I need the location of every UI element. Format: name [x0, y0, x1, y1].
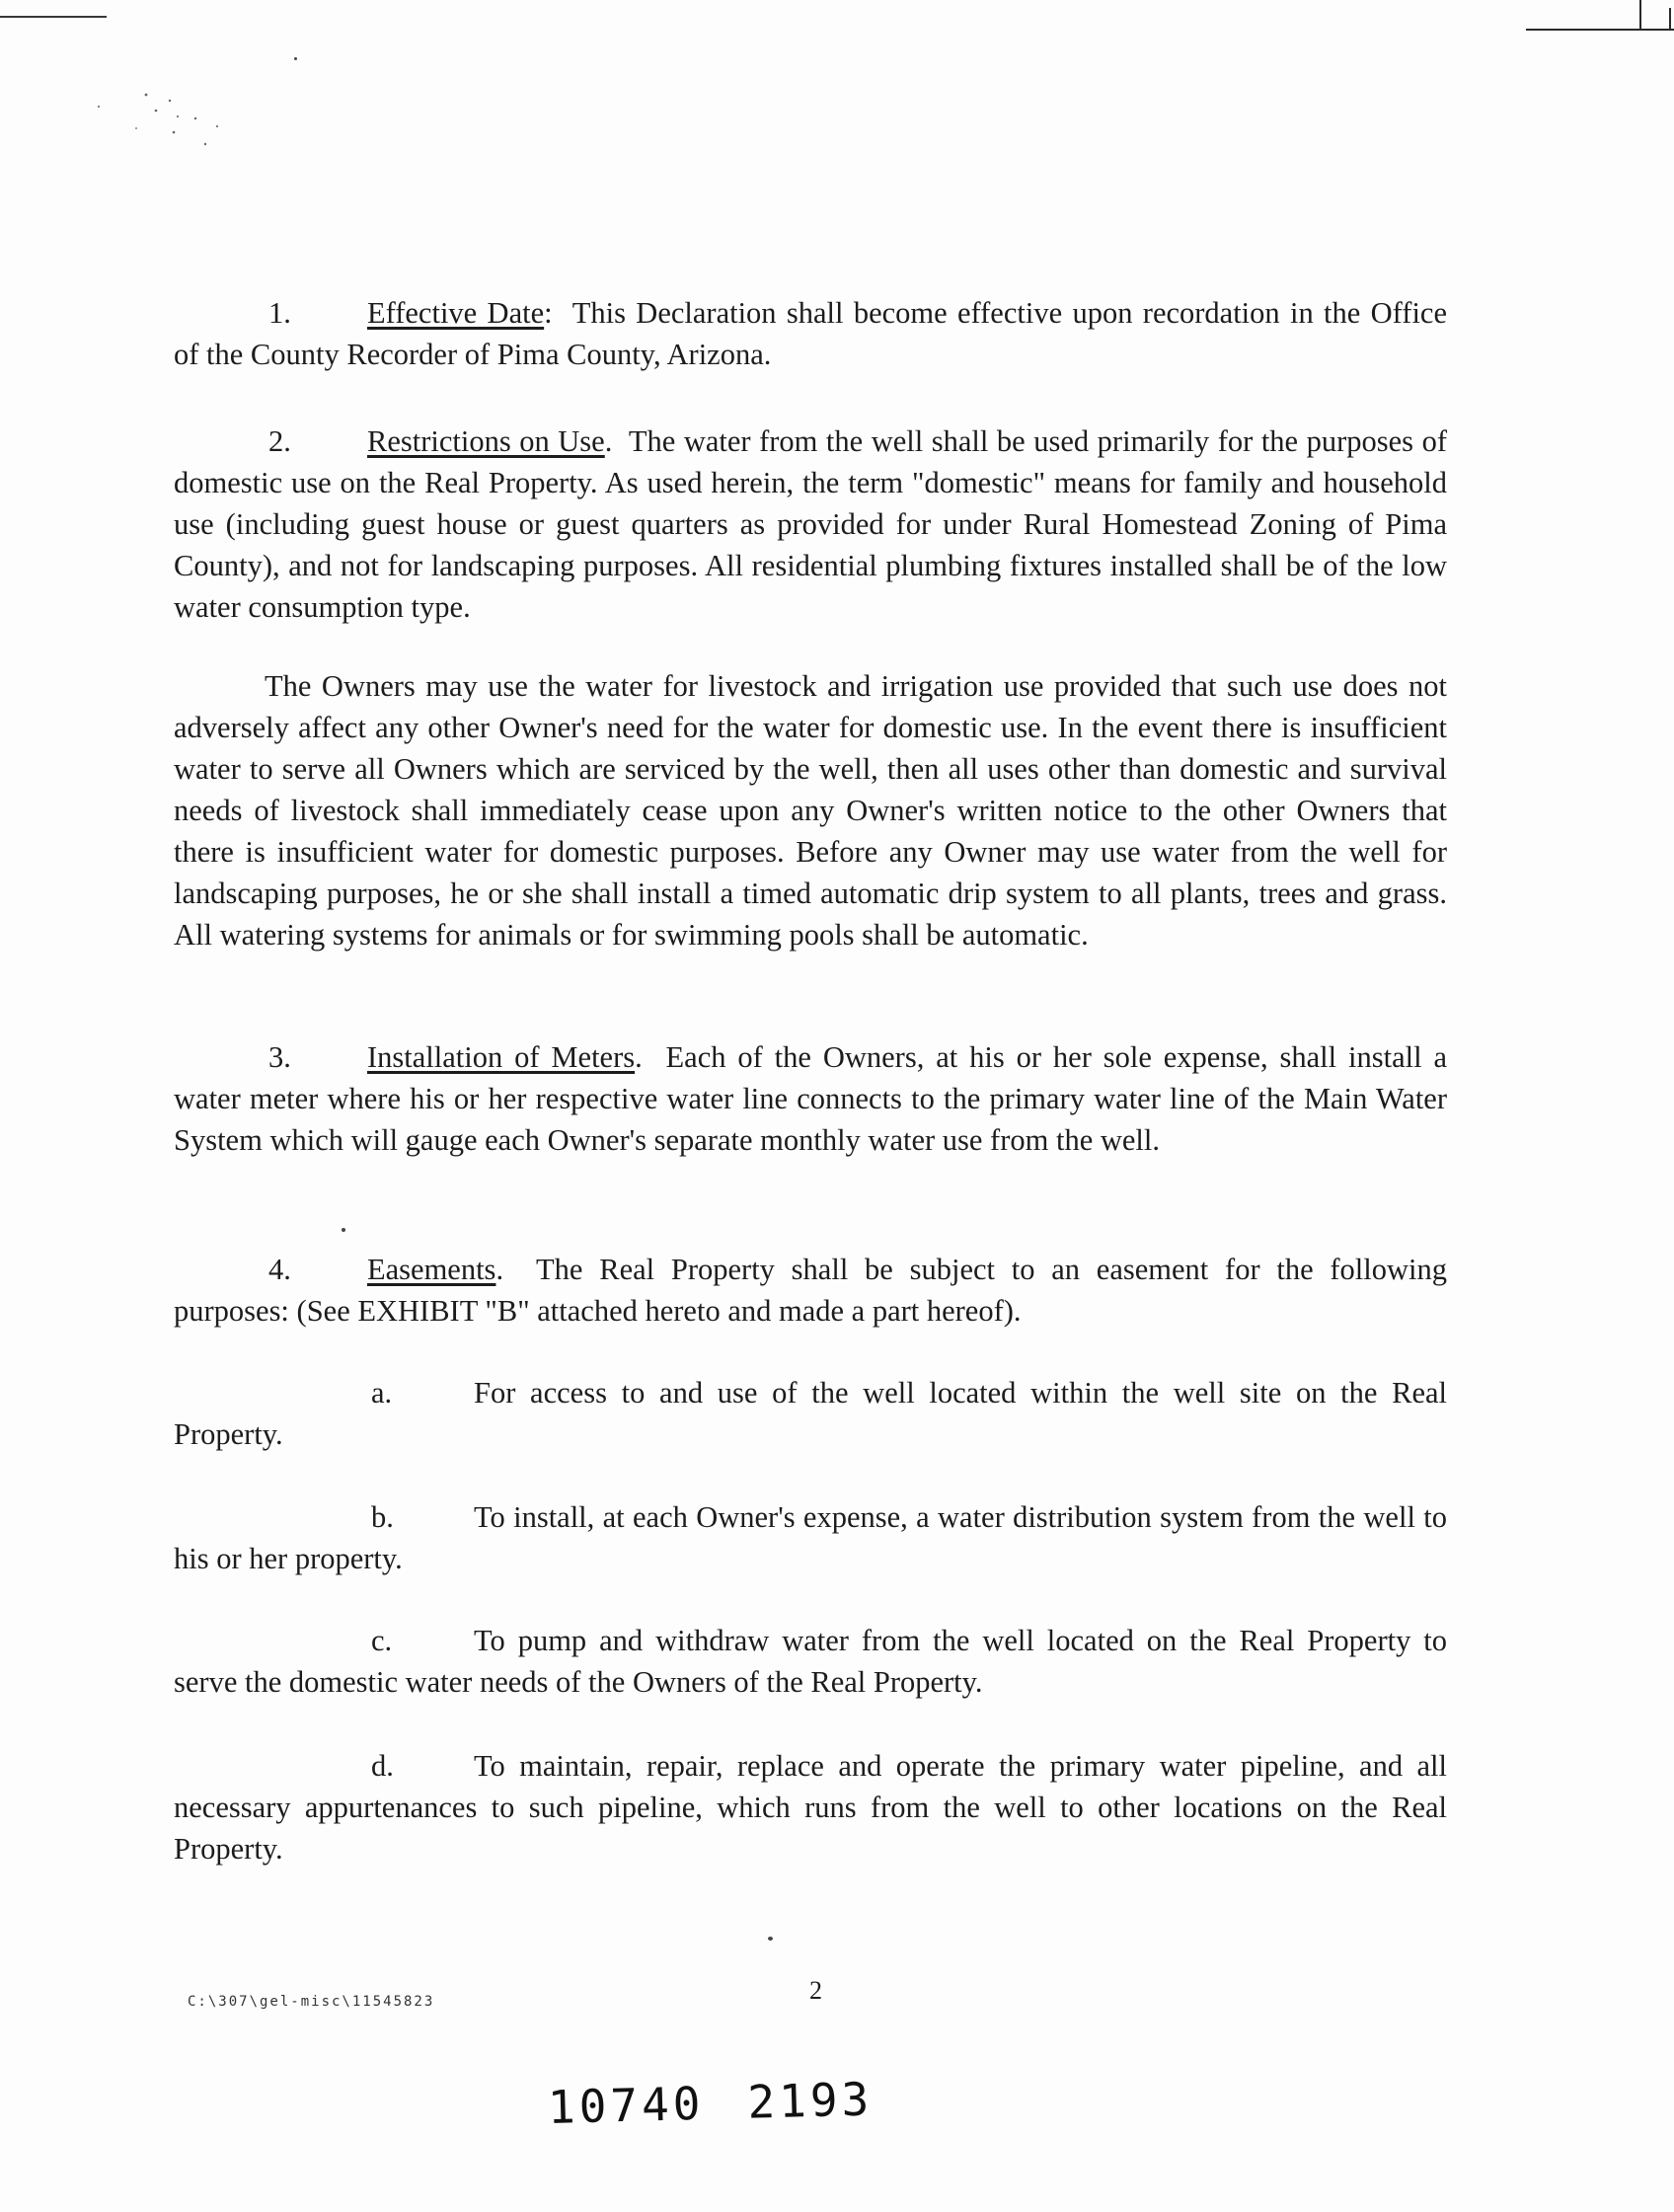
section-number: 4.	[268, 1253, 291, 1286]
easement-item	[174, 1620, 1447, 1703]
item-text: To pump and withdraw water from the well located on the Real Property to serve the domestic water needs of the Owners of the Real Property.	[174, 1624, 1447, 1699]
section-number: 2.	[268, 424, 291, 458]
easement-item	[174, 1496, 1447, 1579]
scan-speck	[768, 1937, 773, 1941]
section-effective-date: 1. Effective Date: This Declaration shall become effective upon recordation in the Office of the County Recorder of Pima County, Arizona.	[174, 292, 1447, 375]
section-text: The Owners may use the water for livestock and irrigation use provided that such use does not adversely affect any other Owner's need for the water for domestic use. In the event there is insufficient water to serve all Owners which are serviced by the well, then all uses other than domestic and survival needs of livestock shall immediately cease upon any Owner's written notice to the other Owners that there is insufficient water for domestic purposes. Before any Owner may use water from the well for landscaping purposes, he or she shall install a timed automatic drip system to all plants, trees and grass. All watering systems for animals or for swimming pools shall be automatic.	[174, 669, 1447, 952]
page-number: 2	[809, 1976, 822, 2005]
record-page: 2193	[746, 2072, 874, 2129]
section-heading: Restrictions on Use	[367, 424, 605, 458]
section-text: This Declaration shall become effective upon recordation in the Office of the County Recorder of Pima County, Arizona.	[174, 296, 1447, 371]
section-text: The Real Property shall be subject to an easement for the following purposes: (See EXHIBIT "B" attached hereto and made a part hereof).	[174, 1253, 1447, 1328]
item-letter: c.	[371, 1624, 393, 1657]
section-heading: Effective Date	[367, 296, 545, 330]
easement-item	[174, 1372, 1447, 1455]
item-text: For access to and use of the well located within the well site on the Real Property.	[174, 1376, 1447, 1451]
file-path-code: C:\307\gel-misc\11545823	[188, 1994, 435, 2010]
section-number: 1.	[268, 296, 291, 330]
scan-edge-line	[0, 16, 107, 18]
recording-stamp	[547, 2072, 874, 2134]
item-letter: b.	[371, 1500, 394, 1534]
scan-speck	[342, 1228, 345, 1232]
item-letter: d.	[371, 1749, 394, 1783]
scan-speckles	[79, 89, 276, 188]
scan-speck	[294, 57, 297, 60]
item-text: To install, at each Owner's expense, a water distribution system from the well to his or her property.	[174, 1500, 1447, 1575]
section-heading: Easements	[367, 1253, 496, 1286]
section-text: Each of the Owners, at his or her sole expense, shall install a water meter where his or her respective water line connects to the primary water line of the Main Water System which will gauge each Owner's separate monthly water use from the well.	[174, 1040, 1447, 1157]
item-letter: a.	[371, 1376, 393, 1410]
section-easements: 4. Easements. The Real Property shall be subject to an easement for the following purposes: (See EXHIBIT "B" attached hereto and made a part hereof).	[174, 1249, 1447, 1332]
section-restrictions-on-use: 2. Restrictions on Use. The water from the well shall be used primarily for the purposes of domestic use on the Real Property. As used herein, the term "domestic" means for family and household use (including guest house or guest quarters as provided for under Rural Homestead Zoning of Pima County), and not for landscaping purposes. All residential plumbing fixtures installed shall be of the low water consumption type.	[174, 420, 1447, 628]
easement-item	[174, 1745, 1447, 1869]
section-restrictions-continuation	[174, 665, 1447, 955]
section-heading: Installation of Meters	[367, 1040, 636, 1074]
record-book: 10740	[547, 2076, 706, 2134]
item-text: To maintain, repair, replace and operate the primary water pipeline, and all necessary appurtenances to such pipeline, which runs from the well to other locations on the Real Property.	[174, 1749, 1447, 1866]
scan-corner-mark	[1526, 0, 1674, 39]
section-number: 3.	[268, 1040, 291, 1074]
section-text: The water from the well shall be used primarily for the purposes of domestic use on the Real Property. As used herein, the term "domestic" means for family and household use (including guest house or guest quarters as provided for under Rural Homestead Zoning of Pima County), and not for landscaping purposes. All residential plumbing fixtures installed shall be of the low water consumption type.	[174, 424, 1447, 624]
section-installation-of-meters: 3. Installation of Meters. Each of the Owners, at his or her sole expense, shall install a water meter where his or her respective water line connects to the primary water line of the Main Water System which will gauge each Owner's separate monthly water use from the well.	[174, 1036, 1447, 1161]
